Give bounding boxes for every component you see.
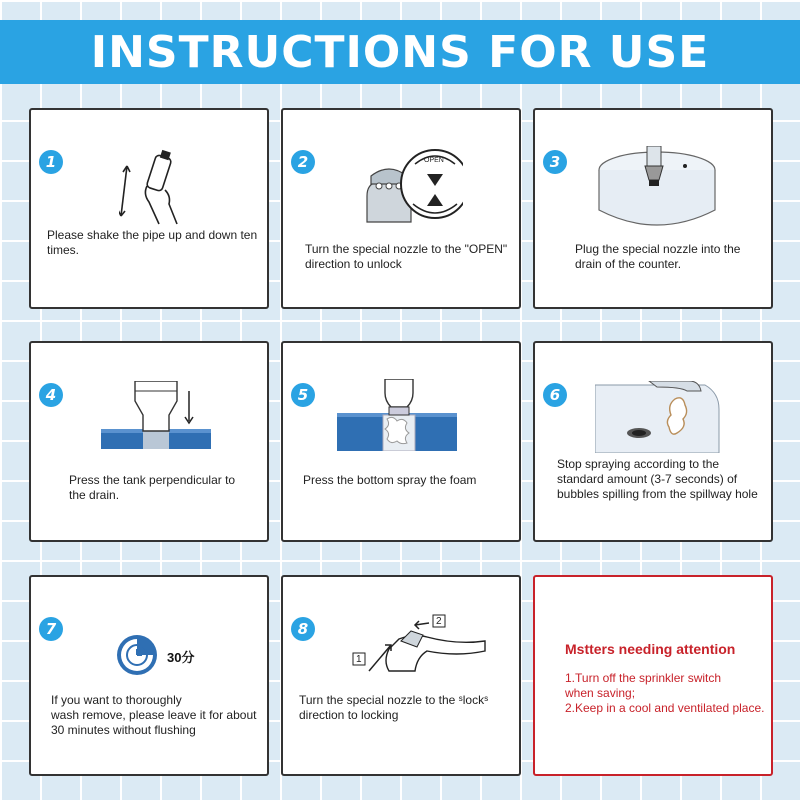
step-text: Turn the special nozzle to the ˢlockˢ direction to locking <box>299 693 489 722</box>
plug-drain-icon <box>597 146 717 226</box>
title-banner <box>0 20 800 84</box>
press-tank-icon <box>101 381 211 451</box>
step-number-badge: 3 <box>543 150 567 174</box>
timer-icon <box>115 633 159 677</box>
step-card-4 <box>29 341 269 542</box>
step-card-6 <box>533 341 773 542</box>
foam-overflow-icon <box>595 381 725 453</box>
step-text: Press the bottom spray the foam <box>303 473 477 487</box>
step-number-badge: 1 <box>39 150 63 174</box>
attention-card <box>533 575 773 776</box>
attention-item-2: 2.Keep in a cool and ventilated place. <box>565 701 765 715</box>
step-card-3 <box>533 108 773 309</box>
step-card-5 <box>281 341 521 542</box>
step-label-1: 1 <box>356 654 362 665</box>
step-text: Press the tank perpendicular to the drain. <box>69 473 236 502</box>
step-number-badge: 6 <box>543 383 567 407</box>
step-text: Turn the special nozzle to the "OPEN" direction to unlock <box>305 242 508 271</box>
step-number-badge: 7 <box>39 617 63 641</box>
page-title: INSTRUCTIONS FOR USE <box>90 26 710 78</box>
step-text: If you want to thoroughly wash remove, please leave it for about 30 minutes without flushing <box>51 693 257 737</box>
timer-label: 30分 <box>167 650 195 665</box>
shake-bottle-icon <box>119 146 199 226</box>
attention-list <box>565 671 773 716</box>
step-number-badge: 2 <box>291 150 315 174</box>
spray-foam-icon <box>337 379 457 451</box>
nozzle-open-icon <box>363 146 463 226</box>
step-number-badge: 8 <box>291 617 315 641</box>
attention-title: Mstters needing attention <box>565 641 736 657</box>
step-number-badge: 5 <box>291 383 315 407</box>
step-label-2: 2 <box>436 616 442 627</box>
attention-item-1: 1.Turn off the sprinkler switch when saving; <box>565 671 722 700</box>
step-text: Please shake the pipe up and down ten times. <box>47 228 258 257</box>
step-card-8 <box>281 575 521 776</box>
step-text: Plug the special nozzle into the drain of the counter. <box>575 242 741 271</box>
step-card-2 <box>281 108 521 309</box>
step-text: Stop spraying according to the standard amount (3-7 seconds) of bubbles spilling from the spillway hole <box>557 457 758 501</box>
nozzle-lock-icon <box>349 609 489 675</box>
open-label: OPEN <box>424 157 444 164</box>
step-number-badge: 4 <box>39 383 63 407</box>
step-card-7 <box>29 575 269 776</box>
step-card-1 <box>29 108 269 309</box>
